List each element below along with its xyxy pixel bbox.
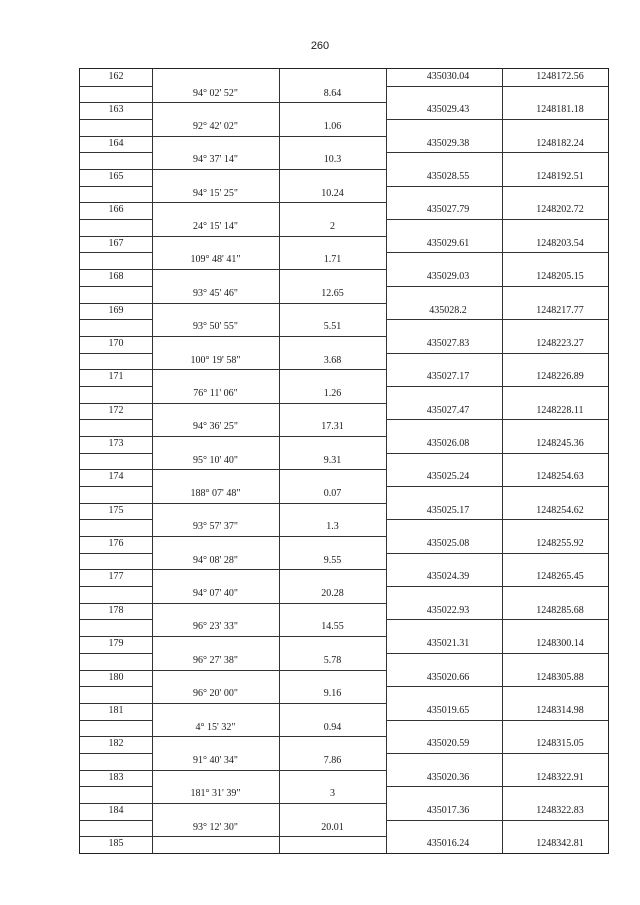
y-coordinate-cell: 1248322.91 xyxy=(536,771,584,783)
table-row xyxy=(80,553,608,570)
y-coordinate-cell xyxy=(502,686,608,703)
angle-cell xyxy=(152,202,279,219)
point-number-cell: 172 xyxy=(108,404,124,416)
x-coordinate-cell: 435025.17 xyxy=(426,504,470,516)
x-coordinate-cell: 435017.36 xyxy=(426,804,470,816)
point-number-cell: 165 xyxy=(108,171,124,183)
x-coordinate-cell: 435029.03 xyxy=(426,271,470,283)
distance-cell xyxy=(279,836,386,853)
angle-cell xyxy=(152,303,279,320)
angle-cell xyxy=(152,436,279,453)
table-row xyxy=(80,786,608,803)
point-number-cell: 176 xyxy=(108,538,124,550)
distance-cell xyxy=(279,636,386,653)
point-number-cell xyxy=(80,453,152,470)
point-number-cell xyxy=(80,753,152,770)
y-coordinate-cell: 1248202.72 xyxy=(536,204,584,216)
x-coordinate-cell: 435025.24 xyxy=(426,471,470,483)
point-number-cell: 163 xyxy=(108,104,124,116)
angle-cell xyxy=(152,703,279,720)
distance-cell xyxy=(279,169,386,186)
point-number-cell xyxy=(80,619,152,636)
point-number-cell xyxy=(80,519,152,536)
x-coordinate-cell xyxy=(386,586,502,603)
distance-cell xyxy=(279,336,386,353)
y-coordinate-cell xyxy=(502,152,608,169)
table-row xyxy=(80,586,608,603)
y-coordinate-cell xyxy=(502,86,608,103)
distance-cell xyxy=(279,703,386,720)
point-number-cell: 170 xyxy=(108,337,124,349)
coordinates-table xyxy=(79,68,609,854)
table-row xyxy=(80,369,608,386)
table-row xyxy=(80,619,608,636)
x-coordinate-cell: 435029.38 xyxy=(426,137,470,149)
y-coordinate-cell: 1248203.54 xyxy=(536,237,584,249)
distance-cell xyxy=(279,102,386,119)
distance-cell: 10.3 xyxy=(323,154,342,166)
x-coordinate-cell xyxy=(386,653,502,670)
angle-cell xyxy=(152,69,279,86)
point-number-cell: 181 xyxy=(108,704,124,716)
angle-cell xyxy=(152,736,279,753)
point-number-cell xyxy=(80,319,152,336)
distance-cell: 3.68 xyxy=(323,354,342,366)
y-coordinate-cell: 1248315.05 xyxy=(536,738,584,750)
y-coordinate-cell xyxy=(502,553,608,570)
x-coordinate-cell xyxy=(386,786,502,803)
point-number-cell: 173 xyxy=(108,437,124,449)
distance-cell: 8.64 xyxy=(323,87,342,99)
distance-cell xyxy=(279,303,386,320)
table-row xyxy=(80,219,608,236)
angle-cell xyxy=(152,102,279,119)
y-coordinate-cell xyxy=(502,353,608,370)
angle-cell: 94° 15' 25" xyxy=(193,187,238,199)
x-coordinate-cell xyxy=(386,319,502,336)
y-coordinate-cell: 1248255.92 xyxy=(536,538,584,550)
distance-cell: 1.3 xyxy=(326,521,339,533)
x-coordinate-cell: 435025.08 xyxy=(426,538,470,550)
x-coordinate-cell: 435028.55 xyxy=(426,171,470,183)
angle-cell: 94° 36' 25" xyxy=(193,421,238,433)
table-row xyxy=(80,603,608,620)
y-coordinate-cell xyxy=(502,653,608,670)
angle-cell: 91° 40' 34" xyxy=(193,754,238,766)
x-coordinate-cell: 435026.08 xyxy=(426,437,470,449)
x-coordinate-cell: 435027.83 xyxy=(426,337,470,349)
table-row xyxy=(80,686,608,703)
angle-cell xyxy=(152,770,279,787)
angle-cell xyxy=(152,836,279,853)
y-coordinate-cell xyxy=(502,186,608,203)
distance-cell xyxy=(279,770,386,787)
y-coordinate-cell: 1248205.15 xyxy=(536,271,584,283)
point-number-cell xyxy=(80,586,152,603)
distance-cell: 5.51 xyxy=(323,321,342,333)
y-coordinate-cell xyxy=(502,386,608,403)
x-coordinate-cell xyxy=(386,186,502,203)
table-row xyxy=(80,653,608,670)
angle-cell: 92° 42' 02" xyxy=(193,121,238,133)
y-coordinate-cell: 1248300.14 xyxy=(536,638,584,650)
angle-cell: 94° 07' 40" xyxy=(193,588,238,600)
y-coordinate-cell: 1248254.63 xyxy=(536,471,584,483)
y-coordinate-cell: 1248342.81 xyxy=(536,838,584,850)
x-coordinate-cell: 435029.43 xyxy=(426,104,470,116)
y-coordinate-cell: 1248245.36 xyxy=(536,437,584,449)
distance-cell xyxy=(279,436,386,453)
angle-cell: 96° 27' 38" xyxy=(193,654,238,666)
table-row xyxy=(80,486,608,503)
distance-cell xyxy=(279,269,386,286)
angle-cell: 95° 10' 40" xyxy=(193,454,238,466)
x-coordinate-cell xyxy=(386,619,502,636)
angle-cell: 93° 12' 30" xyxy=(193,821,238,833)
angle-cell xyxy=(152,603,279,620)
table-row xyxy=(80,236,608,253)
y-coordinate-cell: 1248322.83 xyxy=(536,804,584,816)
distance-cell: 10.24 xyxy=(321,187,344,199)
x-coordinate-cell: 435020.36 xyxy=(426,771,470,783)
x-coordinate-cell: 435016.24 xyxy=(426,838,470,850)
y-coordinate-cell: 1248181.18 xyxy=(536,104,584,116)
distance-cell xyxy=(279,670,386,687)
x-coordinate-cell xyxy=(386,119,502,136)
x-coordinate-cell: 435030.04 xyxy=(426,71,470,82)
point-number-cell xyxy=(80,286,152,303)
y-coordinate-cell: 1248223.27 xyxy=(536,337,584,349)
point-number-cell: 174 xyxy=(108,471,124,483)
table-row xyxy=(80,569,608,586)
point-number-cell: 164 xyxy=(108,137,124,149)
angle-cell xyxy=(152,469,279,486)
table-row xyxy=(80,353,608,370)
distance-cell: 3 xyxy=(330,788,335,800)
point-number-cell xyxy=(80,486,152,503)
table-row xyxy=(80,419,608,436)
table-row xyxy=(80,670,608,687)
point-number-cell xyxy=(80,119,152,136)
x-coordinate-cell xyxy=(386,252,502,269)
x-coordinate-cell: 435021.31 xyxy=(426,638,470,650)
table-row xyxy=(80,186,608,203)
angle-cell: 181° 31' 39" xyxy=(190,788,241,800)
y-coordinate-cell xyxy=(502,753,608,770)
point-number-cell xyxy=(80,86,152,103)
y-coordinate-cell xyxy=(502,519,608,536)
x-coordinate-cell: 435020.59 xyxy=(426,738,470,750)
distance-cell: 7.86 xyxy=(323,754,342,766)
distance-cell xyxy=(279,736,386,753)
table-row xyxy=(80,152,608,169)
angle-cell: 96° 20' 00" xyxy=(193,688,238,700)
point-number-cell: 169 xyxy=(108,304,124,316)
angle-cell: 96° 23' 33" xyxy=(193,621,238,633)
x-coordinate-cell: 435020.66 xyxy=(426,671,470,683)
distance-cell xyxy=(279,803,386,820)
point-number-cell: 178 xyxy=(108,604,124,616)
distance-cell: 1.06 xyxy=(323,121,342,133)
point-number-cell xyxy=(80,386,152,403)
angle-cell: 188° 07' 48" xyxy=(190,488,241,500)
point-number-cell: 171 xyxy=(108,371,124,383)
table-row xyxy=(80,119,608,136)
angle-cell: 4° 15' 32" xyxy=(195,721,236,733)
point-number-cell: 167 xyxy=(108,237,124,249)
angle-cell: 94° 02' 52" xyxy=(193,87,238,99)
y-coordinate-cell xyxy=(502,419,608,436)
angle-cell: 76° 11' 06" xyxy=(193,387,238,399)
distance-cell xyxy=(279,603,386,620)
point-number-cell xyxy=(80,786,152,803)
angle-cell: 93° 50' 55" xyxy=(193,321,238,333)
distance-cell: 0.07 xyxy=(323,488,342,500)
distance-cell: 1.71 xyxy=(323,254,342,266)
angle-cell xyxy=(152,670,279,687)
table-row xyxy=(80,169,608,186)
distance-cell xyxy=(279,369,386,386)
point-number-cell xyxy=(80,219,152,236)
angle-cell xyxy=(152,369,279,386)
point-number-cell xyxy=(80,186,152,203)
distance-cell xyxy=(279,236,386,253)
page-number: 260 xyxy=(310,40,330,52)
distance-cell xyxy=(279,403,386,420)
y-coordinate-cell xyxy=(502,786,608,803)
distance-cell xyxy=(279,136,386,153)
x-coordinate-cell xyxy=(386,86,502,103)
x-coordinate-cell xyxy=(386,519,502,536)
y-coordinate-cell: 1248192.51 xyxy=(536,171,584,183)
point-number-cell: 175 xyxy=(108,504,124,516)
point-number-cell xyxy=(80,653,152,670)
distance-cell: 12.65 xyxy=(321,287,344,299)
distance-cell: 9.16 xyxy=(323,688,342,700)
point-number-cell xyxy=(80,720,152,737)
point-number-cell xyxy=(80,152,152,169)
point-number-cell xyxy=(80,820,152,837)
table-row xyxy=(80,252,608,269)
distance-cell: 2 xyxy=(330,221,335,233)
point-number-cell xyxy=(80,553,152,570)
y-coordinate-cell xyxy=(502,486,608,503)
distance-cell xyxy=(279,503,386,520)
x-coordinate-cell xyxy=(386,686,502,703)
y-coordinate-cell: 1248226.89 xyxy=(536,371,584,383)
y-coordinate-cell: 1248314.98 xyxy=(536,704,584,716)
table-row xyxy=(80,436,608,453)
x-coordinate-cell xyxy=(386,419,502,436)
y-coordinate-cell xyxy=(502,252,608,269)
x-coordinate-cell xyxy=(386,753,502,770)
angle-cell xyxy=(152,503,279,520)
y-coordinate-cell: 1248217.77 xyxy=(536,304,584,316)
table-row xyxy=(80,703,608,720)
table-row xyxy=(80,803,608,820)
y-coordinate-cell xyxy=(502,219,608,236)
table-row xyxy=(80,286,608,303)
x-coordinate-cell: 435029.61 xyxy=(426,237,470,249)
x-coordinate-cell xyxy=(386,353,502,370)
distance-cell: 20.01 xyxy=(321,821,344,833)
angle-cell xyxy=(152,636,279,653)
x-coordinate-cell xyxy=(386,486,502,503)
angle-cell xyxy=(152,336,279,353)
table-row xyxy=(80,303,608,320)
distance-cell: 5.78 xyxy=(323,654,342,666)
x-coordinate-cell: 435022.93 xyxy=(426,604,470,616)
angle-cell xyxy=(152,569,279,586)
angle-cell xyxy=(152,269,279,286)
x-coordinate-cell xyxy=(386,820,502,837)
point-number-cell xyxy=(80,419,152,436)
y-coordinate-cell: 1248228.11 xyxy=(536,404,584,416)
distance-cell xyxy=(279,569,386,586)
x-coordinate-cell: 435027.47 xyxy=(426,404,470,416)
angle-cell: 109° 48' 41" xyxy=(190,254,241,266)
y-coordinate-cell xyxy=(502,820,608,837)
point-number-cell xyxy=(80,353,152,370)
table-row xyxy=(80,820,608,837)
x-coordinate-cell xyxy=(386,720,502,737)
table-row xyxy=(80,102,608,119)
angle-cell xyxy=(152,236,279,253)
point-number-cell: 162 xyxy=(108,71,124,82)
x-coordinate-cell xyxy=(386,286,502,303)
y-coordinate-cell xyxy=(502,720,608,737)
point-number-cell: 168 xyxy=(108,271,124,283)
point-number-cell: 185 xyxy=(108,838,124,850)
table-row xyxy=(80,403,608,420)
y-coordinate-cell xyxy=(502,286,608,303)
table-row xyxy=(80,86,608,103)
angle-cell: 94° 37' 14" xyxy=(193,154,238,166)
y-coordinate-cell: 1248254.62 xyxy=(536,504,584,516)
y-coordinate-cell: 1248172.56 xyxy=(536,71,584,82)
y-coordinate-cell: 1248265.45 xyxy=(536,571,584,583)
table-row xyxy=(80,319,608,336)
angle-cell: 24° 15' 14" xyxy=(193,221,238,233)
x-coordinate-cell: 435024.39 xyxy=(426,571,470,583)
angle-cell xyxy=(152,536,279,553)
distance-cell: 0.94 xyxy=(323,721,342,733)
distance-cell: 20.28 xyxy=(321,588,344,600)
distance-cell xyxy=(279,469,386,486)
y-coordinate-cell xyxy=(502,319,608,336)
y-coordinate-cell: 1248285.68 xyxy=(536,604,584,616)
table-row xyxy=(80,386,608,403)
x-coordinate-cell xyxy=(386,152,502,169)
y-coordinate-cell xyxy=(502,453,608,470)
x-coordinate-cell: 435019.65 xyxy=(426,704,470,716)
angle-cell xyxy=(152,803,279,820)
table-row xyxy=(80,69,608,86)
point-number-cell: 179 xyxy=(108,638,124,650)
distance-cell xyxy=(279,536,386,553)
table-row xyxy=(80,636,608,653)
distance-cell: 17.31 xyxy=(321,421,344,433)
y-coordinate-cell: 1248305.88 xyxy=(536,671,584,683)
table-row xyxy=(80,136,608,153)
distance-cell: 1.26 xyxy=(323,387,342,399)
table-row xyxy=(80,519,608,536)
point-number-cell: 183 xyxy=(108,771,124,783)
x-coordinate-cell: 435027.17 xyxy=(426,371,470,383)
table-row xyxy=(80,736,608,753)
y-coordinate-cell xyxy=(502,619,608,636)
table-row xyxy=(80,503,608,520)
x-coordinate-cell xyxy=(386,386,502,403)
distance-cell xyxy=(279,202,386,219)
angle-cell xyxy=(152,169,279,186)
point-number-cell: 182 xyxy=(108,738,124,750)
table-row xyxy=(80,836,608,853)
x-coordinate-cell: 435028.2 xyxy=(429,304,467,316)
angle-cell xyxy=(152,403,279,420)
x-coordinate-cell: 435027.79 xyxy=(426,204,470,216)
point-number-cell: 177 xyxy=(108,571,124,583)
table-row xyxy=(80,753,608,770)
angle-cell xyxy=(152,136,279,153)
point-number-cell: 166 xyxy=(108,204,124,216)
y-coordinate-cell xyxy=(502,119,608,136)
distance-cell: 14.55 xyxy=(321,621,344,633)
table-row xyxy=(80,269,608,286)
table-row xyxy=(80,469,608,486)
table-row xyxy=(80,770,608,787)
point-number-cell xyxy=(80,252,152,269)
table-row xyxy=(80,536,608,553)
table-row xyxy=(80,202,608,219)
angle-cell: 93° 45' 46" xyxy=(193,287,238,299)
x-coordinate-cell xyxy=(386,453,502,470)
y-coordinate-cell xyxy=(502,586,608,603)
angle-cell: 94° 08' 28" xyxy=(193,554,238,566)
point-number-cell xyxy=(80,686,152,703)
x-coordinate-cell xyxy=(386,219,502,236)
y-coordinate-cell: 1248182.24 xyxy=(536,137,584,149)
table-row xyxy=(80,336,608,353)
point-number-cell: 180 xyxy=(108,671,124,683)
distance-cell: 9.55 xyxy=(323,554,342,566)
x-coordinate-cell xyxy=(386,553,502,570)
angle-cell: 100° 19' 58" xyxy=(190,354,241,366)
table-row xyxy=(80,453,608,470)
point-number-cell: 184 xyxy=(108,804,124,816)
angle-cell: 93° 57' 37" xyxy=(193,521,238,533)
distance-cell xyxy=(279,69,386,86)
distance-cell: 9.31 xyxy=(323,454,342,466)
table-row xyxy=(80,720,608,737)
